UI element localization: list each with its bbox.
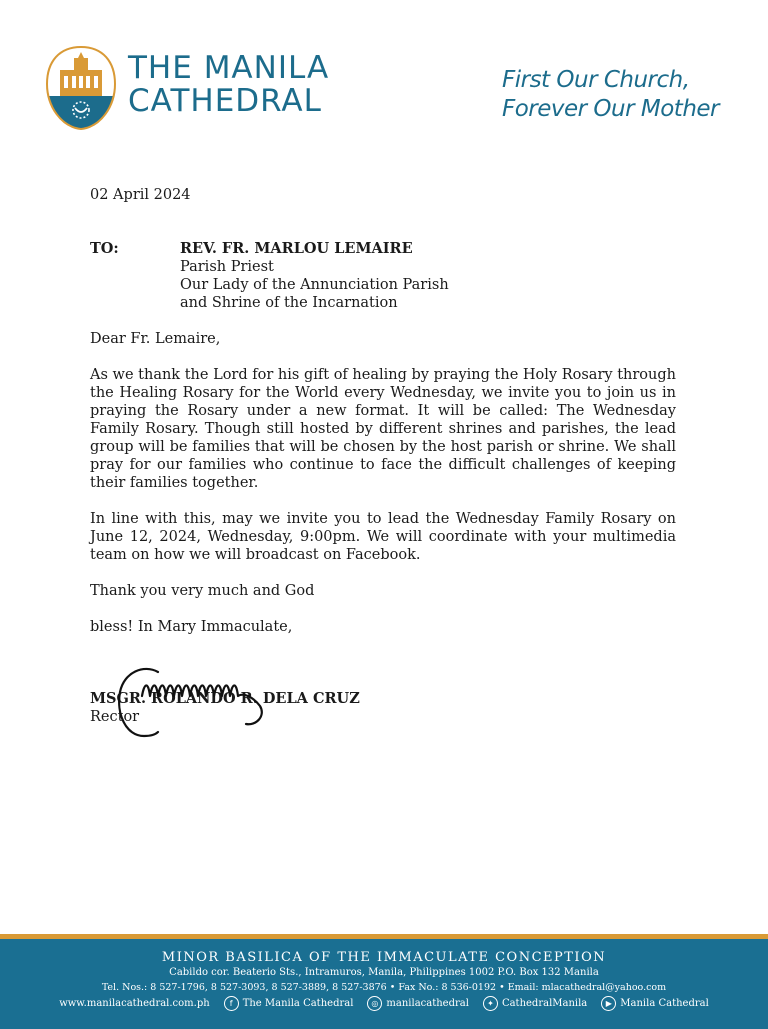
recipient-lines	[180, 240, 449, 312]
recipient-block	[90, 240, 676, 312]
youtube-text: Manila Cathedral	[620, 998, 709, 1009]
cathedral-seal-icon	[44, 44, 118, 132]
cathedral-name-line1: THE MANILA	[128, 50, 330, 86]
footer-address: Cabildo cor. Beaterio Sts., Intramuros, Manila, Philippines 1002 P.O. Box 132 Manila	[169, 967, 599, 978]
tagline-line1: First Our Church,	[502, 67, 690, 93]
facebook-text: The Manila Cathedral	[242, 998, 354, 1009]
to-label: TO:	[90, 240, 119, 257]
facebook-icon: f	[224, 996, 239, 1011]
handwritten-signature	[114, 662, 266, 740]
instagram-text: manilacathedral	[386, 998, 469, 1009]
footer	[0, 934, 768, 1029]
cathedral-name-line2: CATHEDRAL	[128, 83, 322, 119]
footer-title: MINOR BASILICA OF THE IMMACULATE CONCEPTION	[161, 950, 607, 965]
tagline	[502, 66, 719, 124]
website-link[interactable]	[59, 998, 210, 1009]
twitter-link[interactable]	[483, 996, 587, 1011]
closing-line-2: bless! In Mary Immaculate,	[90, 619, 293, 635]
footer-social-links	[0, 996, 768, 1011]
recipient-title: Parish Priest	[180, 259, 274, 275]
recipient-name: REV. FR. MARLOU LEMAIRE	[180, 240, 413, 257]
website-text: www.manilacathedral.com.ph	[59, 998, 210, 1009]
facebook-link[interactable]	[224, 996, 354, 1011]
letter-date: 02 April 2024	[90, 187, 191, 203]
signature-block	[90, 690, 676, 726]
tagline-line2: Forever Our Mother	[502, 96, 720, 122]
footer-contact: Tel. Nos.: 8 527-1796, 8 527-3093, 8 527-3889, 8 527-3876 • Fax No.: 8 536-0192 • Email: mlacathedral@yahoo.com	[101, 982, 667, 993]
recipient-parish-1: Our Lady of the Annunciation Parish	[180, 277, 449, 293]
instagram-icon: ◎	[367, 996, 382, 1011]
letter-body	[90, 186, 676, 726]
youtube-link[interactable]	[601, 996, 709, 1011]
paragraph-2: In line with this, may we invite you to lead the Wednesday Family Rosary on June 12, 2024, Wednesday, 9:00pm. We will coordinate with your multimedia team on how we will broadcast on Facebook.	[90, 511, 676, 563]
twitter-icon: ✦	[483, 996, 498, 1011]
recipient-parish-2: and Shrine of the Incarnation	[180, 295, 398, 311]
signatory-name: MSGR. ROLANDO R. DELA CRUZ	[90, 690, 360, 707]
twitter-text: CathedralManila	[501, 998, 588, 1009]
salutation: Dear Fr. Lemaire,	[90, 331, 221, 347]
signatory-title: Rector	[90, 709, 140, 725]
youtube-icon: ▶	[601, 996, 616, 1011]
cathedral-name	[128, 52, 329, 118]
instagram-link[interactable]	[367, 996, 469, 1011]
closing-line-1: Thank you very much and God	[90, 583, 315, 599]
paragraph-1: As we thank the Lord for his gift of healing by praying the Holy Rosary through the Healing Rosary for the World every Wednesday, we invite you to join us in praying the Rosary under a new format. It will be called: The Wednesday Family Rosary. Though still hosted by different shrines and parishes, the lead group will be families that will be chosen by the host parish or shrine. We shall pray for our families who continue to face the difficult challenges of keeping their families together.	[90, 367, 676, 491]
